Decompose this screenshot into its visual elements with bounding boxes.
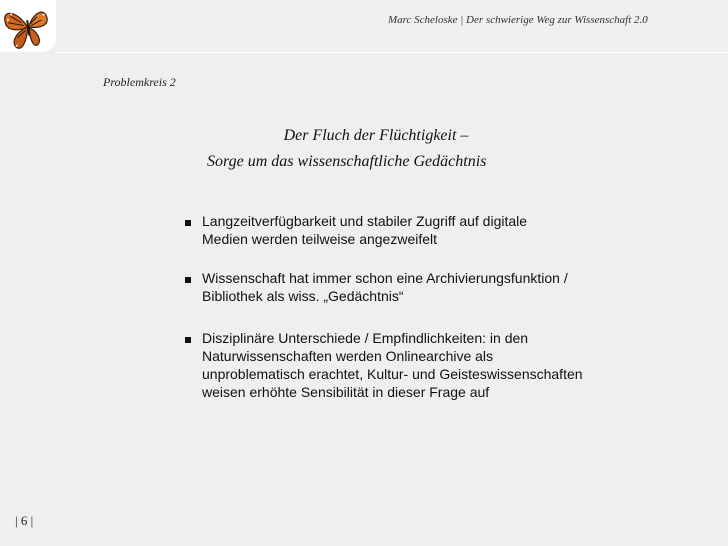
bullet-item: Wissenschaft hat immer schon eine Archivierungsfunktion / Bibliothek als wiss. „Gedächtnis“ <box>184 269 568 305</box>
slide-title-line1: Der Fluch der Flüchtigkeit – <box>283 127 469 144</box>
bullet-item: Langzeitverfügbarkeit und stabiler Zugriff auf digitale Medien werden teilweise angezweifelt <box>184 212 527 248</box>
header-title: Marc Scheloske | Der schwierige Weg zur Wissenschaft 2.0 <box>388 14 648 26</box>
section-label: Problemkreis 2 <box>103 75 176 89</box>
bullet-marker <box>185 277 191 283</box>
butterfly-icon <box>0 0 56 52</box>
header-bar <box>56 0 728 53</box>
page-number: | 6 | <box>15 513 34 528</box>
bullet-item: Disziplinäre Unterschiede / Empfindlichkeiten: in den Naturwissenschaften werden Onlinearchive als unproblematisch erachtet, Kultur- und Geisteswissenschaften weisen erhöhte Sensibilität in dieser Frage auf <box>184 329 583 401</box>
bullet-marker <box>185 220 191 226</box>
slide-title-line2: Sorge um das wissenschaftliche Gedächtnis <box>207 153 487 170</box>
logo <box>0 0 56 52</box>
bullet-marker <box>185 337 191 343</box>
